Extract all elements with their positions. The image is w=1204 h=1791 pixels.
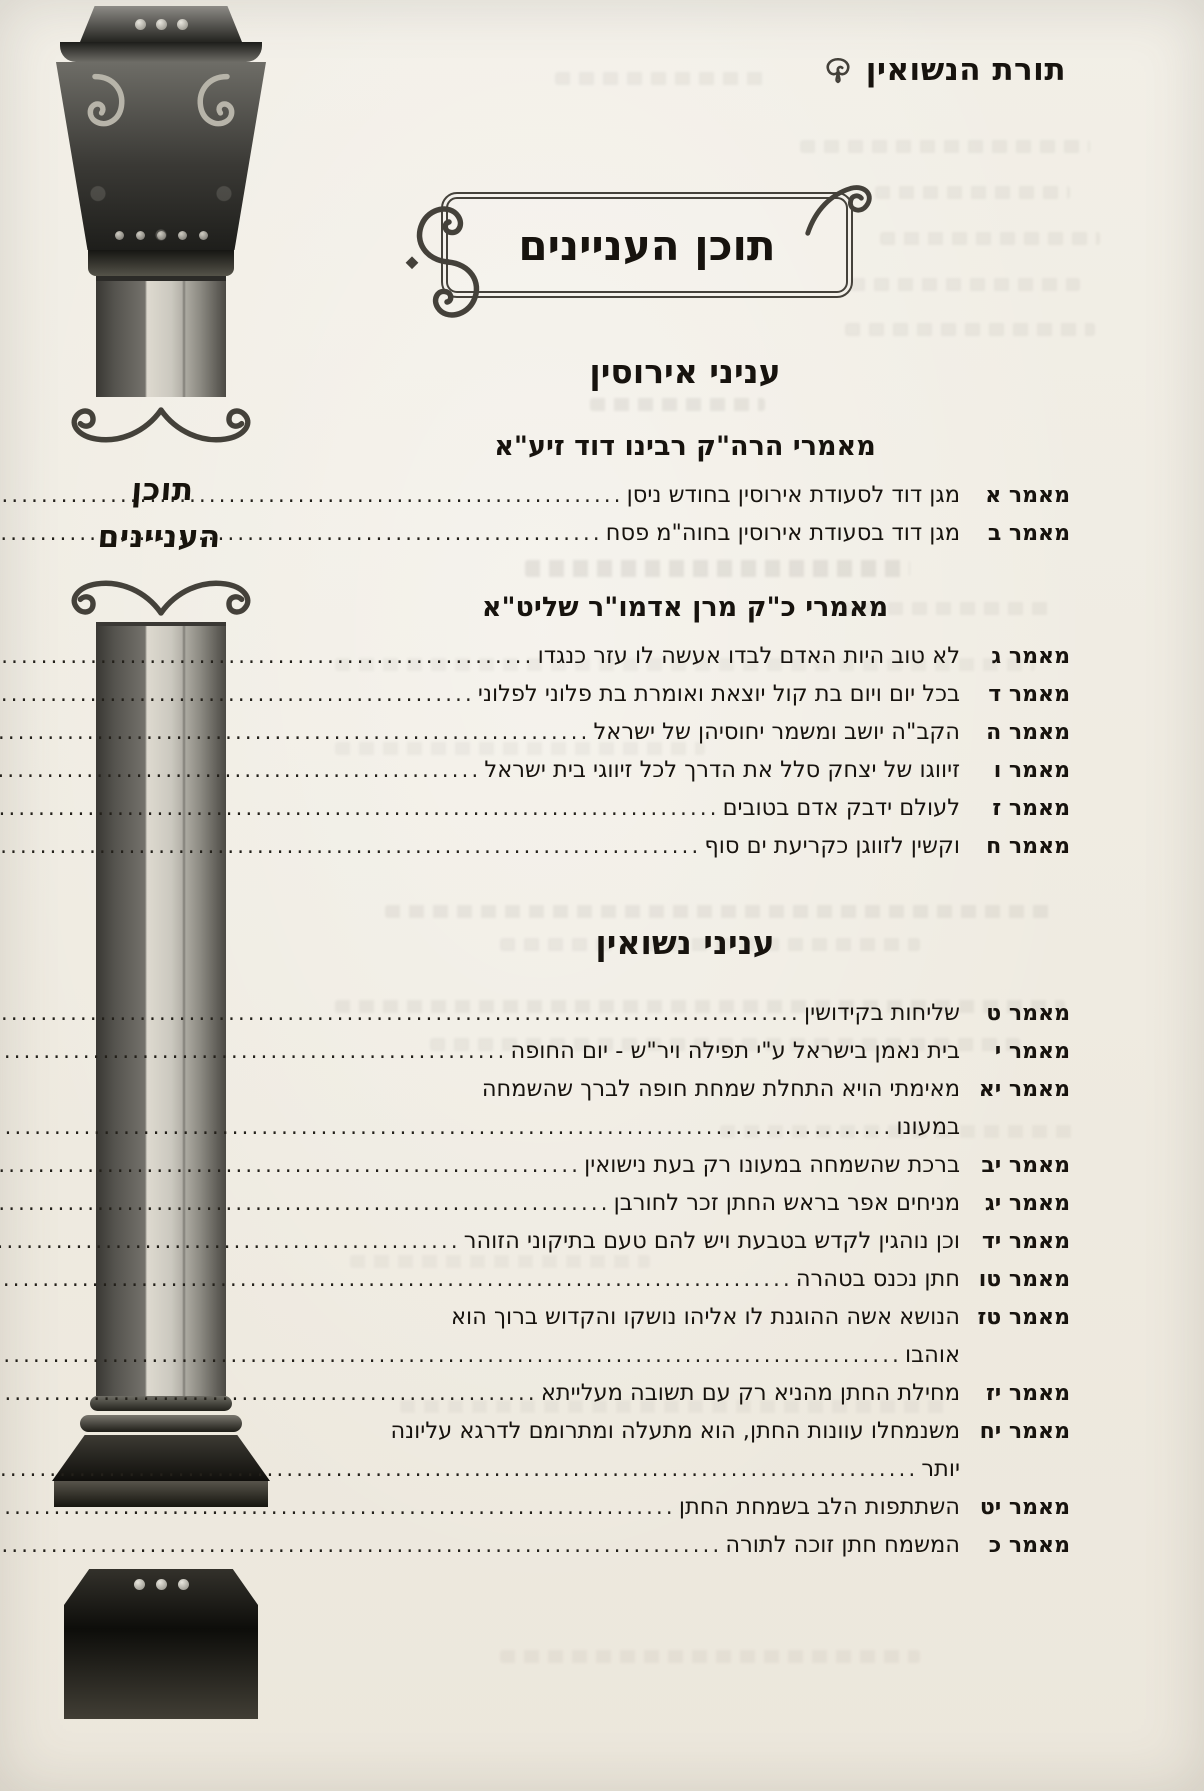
toc-entry-body bbox=[0, 1032, 960, 1070]
toc-entry-label: מאמר יד bbox=[981, 1229, 1070, 1254]
dot-leader bbox=[0, 827, 701, 865]
toc-entry-title: וקשין לזווגן כקריעת ים סוף bbox=[704, 833, 960, 859]
toc-entry-title-continuation: במעונו bbox=[896, 1114, 960, 1140]
dot-leader bbox=[0, 476, 624, 514]
toc-entry-label: מאמר ב bbox=[987, 521, 1070, 546]
toc-row bbox=[300, 514, 1070, 552]
column-capital-molding bbox=[60, 42, 262, 62]
toc-entry-label: מאמר טז bbox=[977, 1305, 1070, 1330]
dot-leader bbox=[0, 637, 535, 675]
toc-row bbox=[300, 1488, 1070, 1526]
toc-entry-title-continuation: יותר bbox=[921, 1456, 960, 1482]
pedestal-dot-icon bbox=[156, 1579, 167, 1590]
moustache-flourish-icon bbox=[53, 401, 269, 459]
toc-entry-label: מאמר ז bbox=[992, 796, 1070, 821]
scroll-flourish-icon bbox=[396, 197, 496, 329]
toc-entry-body bbox=[0, 637, 960, 675]
toc-entry-body bbox=[0, 713, 960, 751]
toc-entry-title: לעולם ידבק אדם בטובים bbox=[722, 795, 960, 821]
dot-leader bbox=[0, 1450, 918, 1488]
scroll-ornament-icon bbox=[824, 56, 852, 84]
toc-entry-title: מגן דוד לסעודת אירוסין בחודש ניסן bbox=[626, 482, 960, 508]
toc-entry-label: מאמר ט bbox=[986, 1001, 1070, 1026]
toc-row bbox=[300, 1526, 1070, 1564]
toc-entry-label: מאמר יב bbox=[981, 1153, 1070, 1178]
toc-entry-label: מאמר יט bbox=[979, 1495, 1070, 1520]
abacus-dot-icon bbox=[177, 19, 188, 30]
toc-entry-body bbox=[0, 1222, 960, 1260]
dot-leader bbox=[0, 514, 603, 552]
dot-leader bbox=[0, 1222, 461, 1260]
toc-row bbox=[300, 1222, 1070, 1260]
toc-entry-label: מאמר יג bbox=[984, 1191, 1070, 1216]
dot-leader bbox=[0, 1488, 676, 1526]
toc-entry-title: מניחים אפר בראש החתן זכר לחורבן bbox=[613, 1190, 960, 1216]
toc-entry-title: המשמח חתן זוכה לתורה bbox=[725, 1532, 960, 1558]
toc-entry-body bbox=[0, 827, 960, 865]
toc-entry-title: משנמחלו עוונות החתן, הוא מתעלה ומתרומם לדרגא עליונה bbox=[390, 1418, 960, 1444]
toc-entry-body bbox=[0, 751, 960, 789]
toc-entry-label: מאמר יח bbox=[979, 1419, 1070, 1444]
volute-spiral-icon bbox=[62, 70, 128, 136]
scroll-flourish-icon bbox=[798, 163, 876, 245]
toc-entry-body bbox=[0, 994, 960, 1032]
group-rows bbox=[300, 637, 1070, 865]
toc-entry-body bbox=[0, 789, 960, 827]
toc-entry-title: מחילת החתן מהניא רק עם תשובה מעלייתא bbox=[540, 1380, 960, 1406]
dot-leader bbox=[0, 1032, 508, 1070]
toc-row bbox=[300, 751, 1070, 789]
column-shaft-upper bbox=[96, 276, 226, 397]
toc-group bbox=[300, 994, 1070, 1564]
toc-row bbox=[300, 675, 1070, 713]
dot-leader bbox=[0, 1184, 611, 1222]
toc-entry-label: מאמר א bbox=[985, 483, 1070, 508]
toc-group bbox=[300, 592, 1070, 865]
dot-leader bbox=[0, 1108, 893, 1146]
toc-row bbox=[300, 476, 1070, 514]
toc-section bbox=[300, 923, 1070, 1564]
section-heading: עניני נשואין bbox=[595, 923, 775, 962]
toc-entry-label: מאמר י bbox=[994, 1039, 1070, 1064]
moustache-flourish-icon bbox=[53, 564, 269, 622]
toc-entry-label: מאמר ה bbox=[986, 720, 1070, 745]
toc-row bbox=[300, 1374, 1070, 1412]
volute-spiral-icon bbox=[194, 70, 260, 136]
dot-leader bbox=[0, 1374, 538, 1412]
dot-leader bbox=[0, 675, 475, 713]
toc-entry-label: מאמר ד bbox=[988, 682, 1070, 707]
dot-leader bbox=[0, 1526, 722, 1564]
toc-entry-body bbox=[0, 1070, 960, 1146]
dot-leader bbox=[0, 1336, 902, 1374]
toc-sections bbox=[300, 352, 1070, 1564]
sidebar-title-line2: העניינים bbox=[96, 518, 223, 555]
dot-leader bbox=[0, 1260, 793, 1298]
column-pedestal bbox=[64, 1569, 258, 1719]
toc-entry-title: וכן נוהגין לקדש בטבעת ויש להם טעם בתיקוני הזוהר bbox=[463, 1228, 960, 1254]
show-through-text bbox=[500, 1650, 920, 1663]
column-capital-abacus bbox=[80, 6, 242, 42]
toc-entry-body bbox=[0, 675, 960, 713]
abacus-dot-icon bbox=[135, 19, 146, 30]
toc-entry-title-continuation: אוהבו bbox=[904, 1342, 960, 1368]
dot-leader bbox=[0, 751, 481, 789]
toc-entry-body bbox=[0, 1488, 960, 1526]
toc-entry-title: זיווגו של יצחק סלל את הדרך לכל זיווגי בית ישראל bbox=[484, 757, 960, 783]
toc-entry-body bbox=[0, 1412, 960, 1488]
toc-entry-body bbox=[0, 1298, 960, 1374]
toc-title: תוכן העניינים bbox=[518, 220, 776, 270]
column-capital-neck bbox=[88, 250, 234, 276]
toc-entry-body bbox=[0, 476, 960, 514]
toc-row bbox=[300, 789, 1070, 827]
toc-entry-title: לא טוב היות האדם לבדו אעשה לו עזר כנגדו bbox=[537, 643, 960, 669]
toc-row bbox=[300, 1298, 1070, 1374]
capital-beads bbox=[56, 231, 266, 240]
toc-title-box bbox=[441, 192, 853, 298]
toc-entry-body bbox=[0, 514, 960, 552]
toc-entry-title: מאימתי הויא התחלת שמחת חופה לברך שהשמחה bbox=[481, 1076, 960, 1102]
dot-leader bbox=[0, 713, 591, 751]
page-header bbox=[300, 52, 1070, 88]
toc-row bbox=[300, 1260, 1070, 1298]
dot-leader bbox=[0, 994, 801, 1032]
toc-entry-body bbox=[0, 1146, 960, 1184]
toc-entry-label: מאמר יא bbox=[978, 1077, 1070, 1102]
toc-entry-label: מאמר ו bbox=[993, 758, 1070, 783]
section-groups bbox=[300, 431, 1070, 865]
toc-row bbox=[300, 637, 1070, 675]
toc-entry-label: מאמר טו bbox=[978, 1267, 1070, 1292]
pedestal-dot-icon bbox=[178, 1579, 189, 1590]
section-heading: עניני אירוסין bbox=[589, 352, 781, 391]
toc-entry-title: שליחות בקידושין bbox=[803, 1000, 960, 1026]
toc-row bbox=[300, 994, 1070, 1032]
toc-entry-title: ברכת שהשמחה במעונו רק בעת נישואין bbox=[584, 1152, 960, 1178]
column-capital bbox=[56, 62, 266, 250]
sidebar-title-line1: תוכן bbox=[130, 472, 195, 508]
toc-entry-title: בית נאמן בישראל ע"י תפילה ויר"ש - יום החופה bbox=[510, 1038, 960, 1064]
toc-entry-title: הקב"ה יושב ומשמר יחוסיהן של ישראל bbox=[593, 719, 960, 745]
toc-entry-label: מאמר ח bbox=[986, 834, 1070, 859]
toc-entry-body bbox=[0, 1374, 960, 1412]
toc-entry-body bbox=[0, 1260, 960, 1298]
dot-leader bbox=[0, 789, 720, 827]
dot-leader bbox=[0, 1146, 581, 1184]
book-title: תורת הנשואין bbox=[865, 52, 1066, 88]
toc-row bbox=[300, 713, 1070, 751]
toc-entry-title: השתתפות הלב בשמחת החתן bbox=[678, 1494, 960, 1520]
toc-row bbox=[300, 1412, 1070, 1488]
toc-entry-body bbox=[0, 1184, 960, 1222]
group-rows bbox=[300, 476, 1070, 552]
toc-entry-title: הנושא אשה ההוגנת לו אליהו נושקו והקדוש ברוך הוא bbox=[450, 1304, 960, 1330]
toc-row bbox=[300, 1070, 1070, 1146]
toc-entry-label: מאמר ג bbox=[991, 644, 1070, 669]
toc-section bbox=[300, 352, 1070, 865]
toc-row bbox=[300, 1146, 1070, 1184]
toc-group bbox=[300, 431, 1070, 552]
toc-entry-label: מאמר יז bbox=[985, 1381, 1070, 1406]
toc-row bbox=[300, 827, 1070, 865]
toc-row bbox=[300, 1184, 1070, 1222]
toc-row bbox=[300, 1032, 1070, 1070]
group-subheading: מאמרי הרה"ק רבינו דוד זיע"א bbox=[494, 431, 876, 462]
group-rows bbox=[300, 994, 1070, 1564]
toc-entry-title: בכל יום ויום בת קול יוצאת ואומרת בת פלוני לפלוני bbox=[477, 681, 960, 707]
abacus-dot-icon bbox=[156, 19, 167, 30]
toc-entry-body bbox=[0, 1526, 960, 1564]
page-content bbox=[300, 0, 1070, 1564]
pedestal-dot-icon bbox=[134, 1579, 145, 1590]
toc-entry-title: מגן דוד בסעודת אירוסין בחוה"מ פסח bbox=[605, 520, 960, 546]
section-groups bbox=[300, 994, 1070, 1564]
group-subheading: מאמרי כ"ק מרן אדמו"ר שליט"א bbox=[481, 592, 889, 623]
toc-entry-label: מאמר כ bbox=[988, 1533, 1070, 1558]
toc-entry-title: חתן נכנס בטהרה bbox=[795, 1266, 960, 1292]
